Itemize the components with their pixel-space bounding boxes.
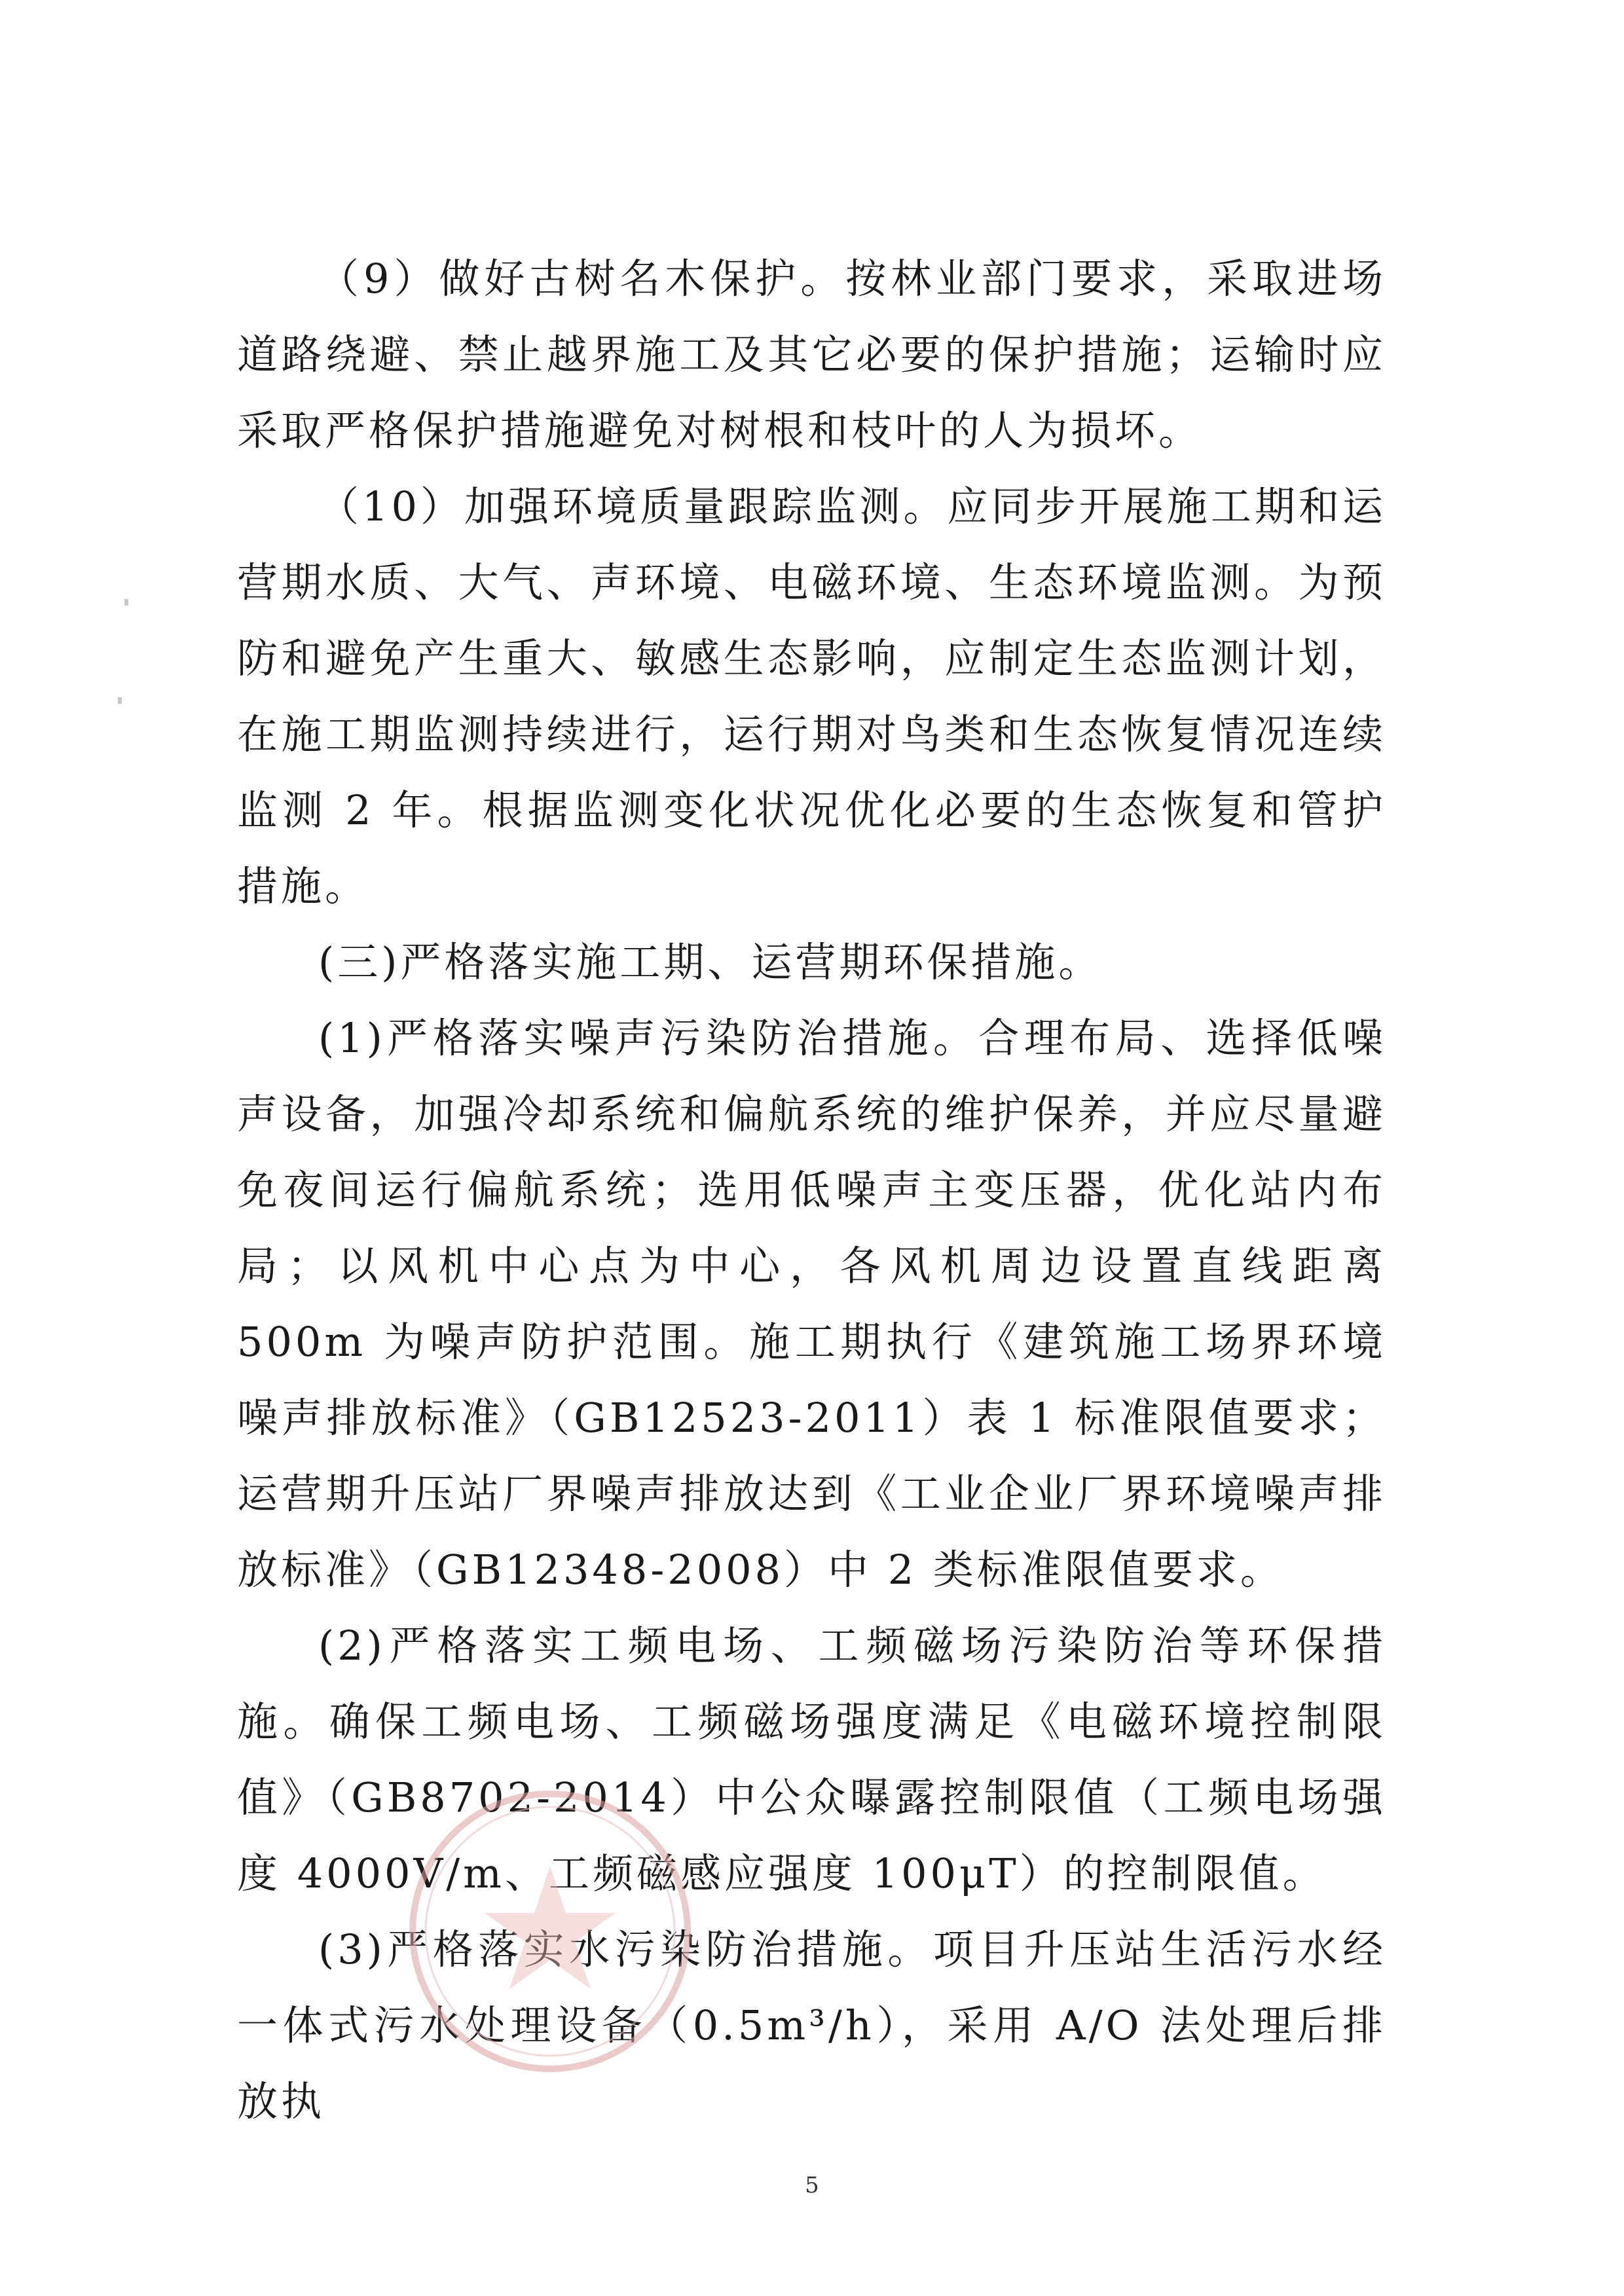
paragraph-1-noise-control: (1)严格落实噪声污染防治措施。合理布局、选择低噪声设备，加强冷却系统和偏航系统的维护保养，并应尽量避免夜间运行偏航系统；选用低噪声主变压器，优化站内布局；以风机中心点为中心，各风机周边设置直线距离 500m 为噪声防护范围。施工期执行《建筑施工场界环境噪声排放标准》（GB12523-2011）表 1 标准限值要求；运营期升压站厂界噪声排放达到《工业企业厂界环境噪声排放标准》（GB12348-2008）中 2 类标准限值要求。 <box>237 1014 1386 1594</box>
scan-speck <box>118 697 122 704</box>
document-body <box>237 241 1386 2140</box>
paragraph-10-environmental-monitoring: （10）加强环境质量跟踪监测。应同步开展施工期和运营期水质、大气、声环境、电磁环境、生态环境监测。为预防和避免产生重大、敏感生态影响，应制定生态监测计划，在施工期监测持续进行，运行期对鸟类和生态恢复情况连续监测 2 年。根据监测变化状况优化必要的生态恢复和管护措施。 <box>237 483 1386 910</box>
scan-speck <box>124 599 128 606</box>
page-number: 5 <box>805 2172 819 2198</box>
paragraph-3-water-pollution: (3)严格落实水污染防治措施。项目升压站生活污水经一体式污水处理设备（0.5m³/h），采用 A/O 法处理后排放执 <box>237 1925 1386 2125</box>
section-3-heading: (三)严格落实施工期、运营期环保措施。 <box>318 938 1103 986</box>
paragraph-9-tree-protection: （9）做好古树名木保护。按林业部门要求，采取进场道路绕避、禁止越界施工及其它必要的保护措施；运输时应采取严格保护措施避免对树根和枝叶的人为损坏。 <box>237 255 1386 454</box>
paragraph-2-electromagnetic-control: (2)严格落实工频电场、工频磁场污染防治等环保措施。确保工频电场、工频磁场强度满足《电磁环境控制限值》（GB8702-2014）中公众曝露控制限值（工频电场强度 4000V/m、工频磁感应强度 100μT）的控制限值。 <box>237 1622 1386 1897</box>
